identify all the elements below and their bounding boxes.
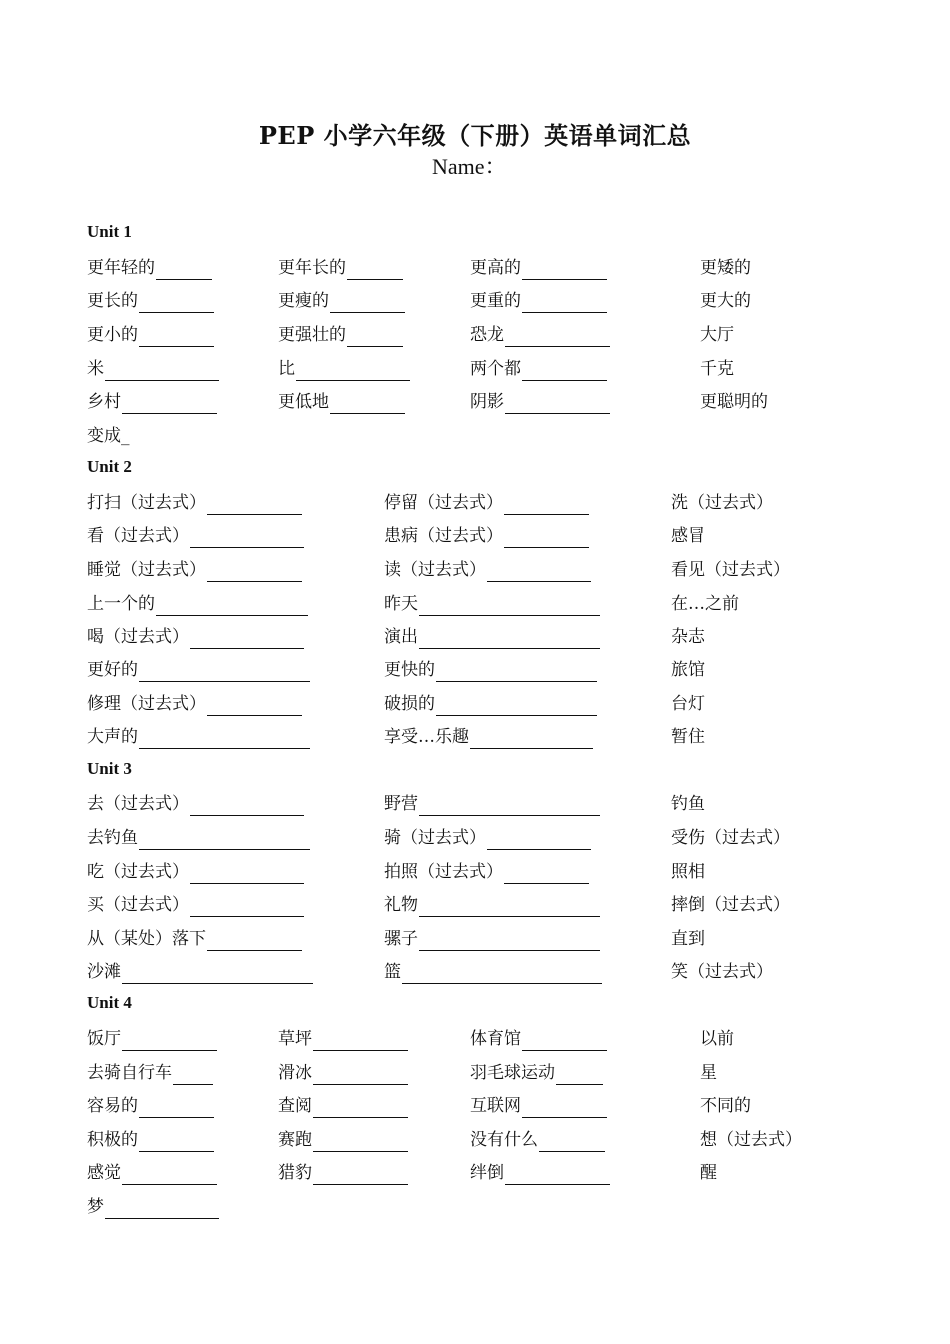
vocab-word: 修理（过去式） [87, 694, 206, 714]
vocab-word: 沙滩 [87, 962, 121, 982]
vocab-row [0, 692, 950, 722]
vocab-word: 查阅 [278, 1096, 312, 1116]
answer-blank[interactable] [105, 1200, 219, 1219]
vocab-word: 更聪明的 [700, 392, 768, 412]
name-label: Name： [432, 154, 507, 179]
vocab-row [0, 960, 950, 990]
answer-blank[interactable] [505, 395, 610, 414]
vocab-item [87, 592, 308, 616]
vocab-row [0, 289, 950, 319]
answer-blank[interactable] [522, 1032, 607, 1051]
answer-blank[interactable] [207, 563, 302, 582]
vocab-item [671, 558, 790, 582]
unit-heading: Unit 4 [87, 993, 132, 1012]
answer-blank[interactable] [347, 328, 403, 347]
vocab-word: 破损的 [384, 694, 435, 714]
vocab-word: 滑冰 [278, 1063, 312, 1083]
answer-blank[interactable] [190, 898, 304, 917]
vocab-item [384, 826, 591, 850]
answer-blank[interactable] [505, 1166, 610, 1185]
vocab-item [87, 658, 310, 682]
vocab-item [671, 792, 705, 816]
vocab-item [384, 692, 597, 716]
vocab-word: 喝（过去式） [87, 627, 189, 647]
answer-blank[interactable] [207, 697, 302, 716]
vocab-word: 从（某处）落下 [87, 929, 206, 949]
vocab-item [384, 893, 600, 917]
vocab-word: 买（过去式） [87, 895, 189, 915]
vocab-word: 饭厅 [87, 1029, 121, 1049]
answer-blank[interactable] [105, 362, 219, 381]
answer-blank[interactable] [522, 1099, 607, 1118]
vocab-row [0, 625, 950, 655]
vocab-item [87, 256, 212, 280]
vocab-item [278, 357, 410, 381]
vocab-word: 停留（过去式） [384, 493, 503, 513]
answer-blank[interactable] [313, 1099, 408, 1118]
vocab-word: 赛跑 [278, 1130, 312, 1150]
vocab-word: 暂住 [671, 727, 705, 747]
answer-blank[interactable] [522, 362, 607, 381]
vocab-row [0, 256, 950, 286]
answer-blank[interactable] [156, 597, 308, 616]
vocab-word: 直到 [671, 929, 705, 949]
vocab-word: 更低地 [278, 392, 329, 412]
vocab-item [700, 1061, 717, 1085]
answer-blank[interactable] [190, 865, 304, 884]
vocab-item [470, 1061, 603, 1085]
vocab-row [0, 927, 950, 957]
vocab-word: 打扫（过去式） [87, 493, 206, 513]
answer-blank[interactable] [122, 1166, 217, 1185]
vocab-item [700, 1161, 717, 1185]
vocab-word: 更强壮的 [278, 325, 346, 345]
vocab-item [470, 289, 607, 313]
answer-blank[interactable] [419, 597, 600, 616]
vocab-row [0, 1027, 950, 1057]
vocab-item [87, 826, 310, 850]
vocab-word: 拍照（过去式） [384, 862, 503, 882]
vocab-item [384, 792, 600, 816]
vocab-word: 摔倒（过去式） [671, 895, 790, 915]
vocab-row [0, 357, 950, 387]
vocab-word: 不同的 [700, 1096, 751, 1116]
vocab-word: 更大的 [700, 291, 751, 311]
vocab-row [0, 491, 950, 521]
vocab-word: 看见（过去式） [671, 560, 790, 580]
vocab-word: 比 [278, 359, 295, 379]
vocab-word: 更年轻的 [87, 258, 155, 278]
vocab-row [0, 424, 950, 454]
vocab-item [700, 1094, 751, 1118]
vocab-word: 旅馆 [671, 660, 705, 680]
vocab-item [470, 323, 610, 347]
answer-blank[interactable] [402, 965, 602, 984]
vocab-word: 去钓鱼 [87, 828, 138, 848]
vocab-word: 醒 [700, 1163, 717, 1183]
vocab-item [384, 860, 589, 884]
vocab-item [87, 323, 214, 347]
vocab-word: 杂志 [671, 627, 705, 647]
vocab-word: 阴影 [470, 392, 504, 412]
vocab-item [700, 1027, 734, 1051]
vocab-word: 米 [87, 359, 104, 379]
vocab-item [384, 725, 593, 749]
vocab-word: 绊倒 [470, 1163, 504, 1183]
answer-blank[interactable] [487, 563, 591, 582]
vocab-word: 患病（过去式） [384, 526, 503, 546]
vocab-word: 演出 [384, 627, 418, 647]
vocab-word: 更年长的 [278, 258, 346, 278]
vocab-item [87, 692, 302, 716]
vocab-item [470, 1027, 607, 1051]
answer-blank[interactable] [505, 328, 610, 347]
vocab-word: 变成_ [87, 426, 130, 446]
vocab-word: 去（过去式） [87, 794, 189, 814]
unit-heading: Unit 2 [87, 457, 132, 476]
vocab-word: 骑（过去式） [384, 828, 486, 848]
vocab-item [384, 658, 597, 682]
vocab-item [384, 927, 600, 951]
vocab-word: 吃（过去式） [87, 862, 189, 882]
vocab-word: 恐龙 [470, 325, 504, 345]
vocab-item [700, 357, 734, 381]
vocab-word: 更重的 [470, 291, 521, 311]
vocab-item [278, 1128, 408, 1152]
vocab-word: 感觉 [87, 1163, 121, 1183]
vocab-item [87, 1061, 213, 1085]
vocab-item [87, 1094, 214, 1118]
vocab-word: 梦 [87, 1197, 104, 1217]
answer-blank[interactable] [173, 1066, 213, 1085]
answer-blank[interactable] [139, 328, 214, 347]
vocab-word: 照相 [671, 862, 705, 882]
vocab-word: 读（过去式） [384, 560, 486, 580]
answer-blank[interactable] [470, 730, 593, 749]
answer-blank[interactable] [313, 1133, 408, 1152]
vocab-word: 乡村 [87, 392, 121, 412]
vocab-row [0, 1061, 950, 1091]
answer-blank[interactable] [190, 630, 304, 649]
vocab-item [671, 725, 705, 749]
answer-blank[interactable] [122, 395, 217, 414]
vocab-row [0, 592, 950, 622]
vocab-item [87, 725, 310, 749]
answer-blank[interactable] [504, 529, 589, 548]
vocab-item [671, 960, 773, 984]
vocab-word: 篮 [384, 962, 401, 982]
vocab-item [384, 524, 589, 548]
vocab-word: 看（过去式） [87, 526, 189, 546]
answer-blank[interactable] [419, 797, 600, 816]
vocab-word: 钓鱼 [671, 794, 705, 814]
vocab-word: 享受…乐趣 [384, 727, 469, 747]
vocab-item [87, 558, 302, 582]
answer-blank[interactable] [556, 1066, 603, 1085]
vocab-row [0, 524, 950, 554]
vocab-item [384, 592, 600, 616]
vocab-word: 更瘦的 [278, 291, 329, 311]
vocab-item [671, 826, 790, 850]
vocab-word: 骡子 [384, 929, 418, 949]
unit-heading: Unit 3 [87, 759, 132, 778]
vocab-item [87, 424, 130, 448]
vocab-item [384, 625, 600, 649]
vocab-row [0, 1094, 950, 1124]
answer-blank[interactable] [504, 865, 589, 884]
vocab-item [470, 1128, 605, 1152]
answer-blank[interactable] [419, 932, 600, 951]
vocab-row [0, 1128, 950, 1158]
vocab-word: 野营 [384, 794, 418, 814]
vocab-item [87, 960, 313, 984]
answer-blank[interactable] [313, 1166, 408, 1185]
vocab-word: 没有什么 [470, 1130, 538, 1150]
answer-blank[interactable] [330, 395, 405, 414]
answer-blank[interactable] [122, 965, 313, 984]
answer-blank[interactable] [419, 630, 600, 649]
answer-blank[interactable] [522, 294, 607, 313]
vocab-item [700, 256, 751, 280]
vocab-word: 更快的 [384, 660, 435, 680]
vocab-word: 受伤（过去式） [671, 828, 790, 848]
vocab-item [278, 1094, 408, 1118]
vocab-row [0, 1161, 950, 1191]
answer-blank[interactable] [139, 294, 214, 313]
answer-blank[interactable] [347, 261, 403, 280]
vocab-row [0, 390, 950, 420]
vocab-word: 更矮的 [700, 258, 751, 278]
vocab-item [87, 860, 304, 884]
vocab-item [278, 256, 403, 280]
answer-blank[interactable] [436, 663, 597, 682]
answer-blank[interactable] [139, 1133, 214, 1152]
vocab-item [671, 927, 705, 951]
vocab-word: 大声的 [87, 727, 138, 747]
vocab-item [278, 390, 405, 414]
vocab-item [700, 390, 768, 414]
vocab-row [0, 860, 950, 890]
vocab-word: 昨天 [384, 594, 418, 614]
answer-blank[interactable] [487, 831, 591, 850]
vocab-item [671, 625, 705, 649]
vocab-item [278, 1061, 408, 1085]
answer-blank[interactable] [313, 1066, 408, 1085]
vocab-word: 台灯 [671, 694, 705, 714]
answer-blank[interactable] [296, 362, 410, 381]
vocab-word: 礼物 [384, 895, 418, 915]
vocab-row [0, 893, 950, 923]
vocab-item [87, 357, 219, 381]
vocab-item [671, 692, 705, 716]
vocab-item [700, 289, 751, 313]
vocab-word: 积极的 [87, 1130, 138, 1150]
vocab-word: 更高的 [470, 258, 521, 278]
vocab-word: 以前 [700, 1029, 734, 1049]
vocab-word: 笑（过去式） [671, 962, 773, 982]
vocab-item [87, 625, 304, 649]
unit-heading: Unit 1 [87, 222, 132, 241]
vocab-item [470, 256, 607, 280]
vocab-item [384, 491, 589, 515]
vocab-word: 大厅 [700, 325, 734, 345]
vocab-item [87, 893, 304, 917]
vocab-word: 千克 [700, 359, 734, 379]
vocab-word: 两个都 [470, 359, 521, 379]
answer-blank[interactable] [139, 730, 310, 749]
vocab-word: 在…之前 [671, 594, 739, 614]
answer-blank[interactable] [139, 663, 310, 682]
vocab-item [671, 592, 739, 616]
vocab-item [671, 893, 790, 917]
vocab-item [671, 860, 705, 884]
vocab-word: 去骑自行车 [87, 1063, 172, 1083]
vocab-item [87, 289, 214, 313]
answer-blank[interactable] [156, 261, 212, 280]
vocab-word: 洗（过去式） [671, 493, 773, 513]
vocab-item [278, 1027, 408, 1051]
vocab-item [470, 1161, 610, 1185]
vocab-item [278, 289, 405, 313]
answer-blank[interactable] [330, 294, 405, 313]
vocab-item [671, 658, 705, 682]
vocab-item [87, 524, 304, 548]
vocab-item [278, 1161, 408, 1185]
vocab-row [0, 725, 950, 755]
answer-blank[interactable] [190, 797, 304, 816]
vocab-item [87, 491, 302, 515]
answer-blank[interactable] [190, 529, 304, 548]
vocab-word: 上一个的 [87, 594, 155, 614]
vocab-word: 羽毛球运动 [470, 1063, 555, 1083]
answer-blank[interactable] [139, 831, 310, 850]
vocab-row [0, 826, 950, 856]
vocab-word: 体育馆 [470, 1029, 521, 1049]
answer-blank[interactable] [539, 1133, 605, 1152]
answer-blank[interactable] [436, 697, 597, 716]
answer-blank[interactable] [207, 932, 302, 951]
vocab-word: 更长的 [87, 291, 138, 311]
vocab-word: 更好的 [87, 660, 138, 680]
vocab-item [87, 792, 304, 816]
vocab-item [700, 1128, 802, 1152]
answer-blank[interactable] [522, 261, 607, 280]
answer-blank[interactable] [139, 1099, 214, 1118]
answer-blank[interactable] [419, 898, 600, 917]
vocab-item [87, 1195, 219, 1219]
vocab-item [384, 558, 591, 582]
vocab-item [470, 1094, 607, 1118]
page-title: PEP 小学六年级（下册）英语单词汇总 [258, 121, 692, 150]
vocab-word: 容易的 [87, 1096, 138, 1116]
vocab-item [87, 927, 302, 951]
vocab-row [0, 658, 950, 688]
vocab-item [87, 1161, 217, 1185]
vocab-word: 睡觉（过去式） [87, 560, 206, 580]
answer-blank[interactable] [207, 496, 302, 515]
vocab-item [671, 524, 705, 548]
vocab-word: 草坪 [278, 1029, 312, 1049]
vocab-item [87, 1027, 217, 1051]
vocab-item [470, 390, 610, 414]
vocab-row [0, 792, 950, 822]
answer-blank[interactable] [122, 1032, 217, 1051]
vocab-item [278, 323, 403, 347]
vocab-word: 想（过去式） [700, 1130, 802, 1150]
vocab-row [0, 323, 950, 353]
vocab-item [470, 357, 607, 381]
answer-blank[interactable] [313, 1032, 408, 1051]
vocab-word: 更小的 [87, 325, 138, 345]
vocab-item [87, 1128, 214, 1152]
vocab-item [671, 491, 773, 515]
vocab-item [87, 390, 217, 414]
answer-blank[interactable] [504, 496, 589, 515]
vocab-row [0, 558, 950, 588]
vocab-item [700, 323, 734, 347]
vocab-word: 互联网 [470, 1096, 521, 1116]
vocab-item [384, 960, 602, 984]
vocab-word: 感冒 [671, 526, 705, 546]
vocab-word: 猎豹 [278, 1163, 312, 1183]
vocab-word: 星 [700, 1063, 717, 1083]
vocab-row [0, 1195, 950, 1225]
